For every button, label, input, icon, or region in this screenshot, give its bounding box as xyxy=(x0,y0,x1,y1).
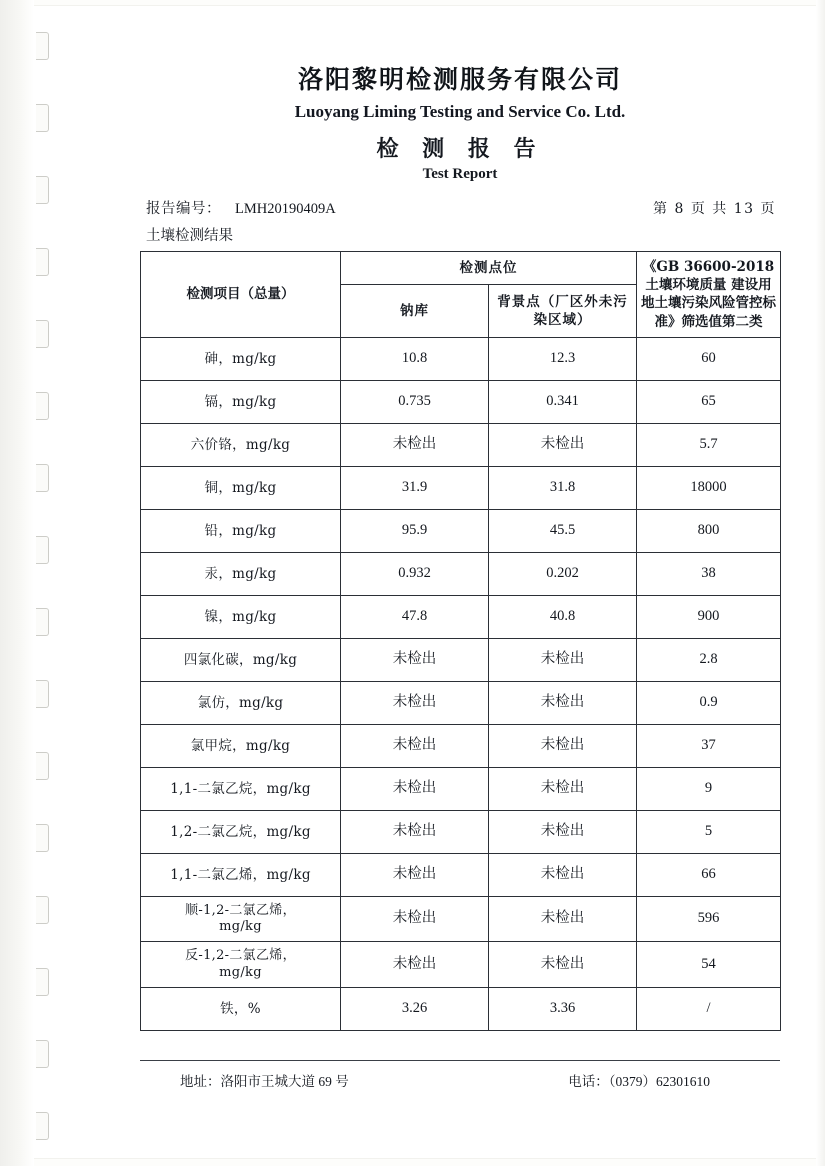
table-row xyxy=(141,853,781,896)
report-meta-row xyxy=(140,197,780,218)
phone-label: 电话： xyxy=(568,1074,609,1090)
cell-item: 铜，mg/kg xyxy=(141,466,341,509)
cell-item: 1,1-二氯乙烷，mg/kg xyxy=(141,767,341,810)
binding-hole xyxy=(36,1112,49,1140)
cell-point-2: 31.8 xyxy=(489,466,637,509)
binding-hole xyxy=(36,176,49,204)
cell-item: 铁，% xyxy=(141,987,341,1030)
cell-point-2: 未检出 xyxy=(489,724,637,767)
cell-standard: 18000 xyxy=(637,466,781,509)
binding-hole xyxy=(36,248,49,276)
cell-standard: 2.8 xyxy=(637,638,781,681)
cell-standard: 9 xyxy=(637,767,781,810)
table-row xyxy=(141,987,781,1030)
soil-results-table xyxy=(140,251,781,1031)
table-row xyxy=(141,337,781,380)
report-number-label: 报告编号： xyxy=(146,201,221,217)
table-row xyxy=(141,810,781,853)
binding-hole xyxy=(36,32,49,60)
cell-standard: 38 xyxy=(637,552,781,595)
cell-standard: 37 xyxy=(637,724,781,767)
cell-point-2: 未检出 xyxy=(489,853,637,896)
header-point-1: 钠库 xyxy=(341,285,489,338)
cell-point-1: 未检出 xyxy=(341,638,489,681)
cell-point-2: 未检出 xyxy=(489,896,637,942)
cell-standard: 596 xyxy=(637,896,781,942)
cell-point-1: 未检出 xyxy=(341,423,489,466)
cell-item: 镍，mg/kg xyxy=(141,595,341,638)
header-point-2: 背景点（厂区外未污染区域） xyxy=(489,285,637,338)
report-title-en: Test Report xyxy=(422,166,498,182)
table-row xyxy=(141,942,781,988)
table-row xyxy=(141,380,781,423)
cell-item: 六价铬，mg/kg xyxy=(141,423,341,466)
binding-hole xyxy=(36,896,49,924)
cell-item: 1,1-二氯乙烯，mg/kg xyxy=(141,853,341,896)
cell-point-1: 95.9 xyxy=(341,509,489,552)
cell-standard: 5.7 xyxy=(637,423,781,466)
cell-point-2: 未检出 xyxy=(489,638,637,681)
address-value: 洛阳市王城大道 69 号 xyxy=(220,1074,349,1089)
address-label: 地址： xyxy=(180,1074,221,1090)
company-name-en: Luoyang Liming Testing and Service Co. Ltd. xyxy=(294,102,626,121)
cell-point-1: 未检出 xyxy=(341,942,489,988)
cell-item: 汞，mg/kg xyxy=(141,552,341,595)
cell-point-2: 3.36 xyxy=(489,987,637,1030)
cell-point-2: 12.3 xyxy=(489,337,637,380)
header-standard: 《GB 36600-2018 土壤环境质量 建设用地土壤污染风险管控标准》筛选值第二类 xyxy=(637,252,781,338)
cell-point-1: 0.735 xyxy=(341,380,489,423)
table-body xyxy=(141,337,781,1030)
table-row xyxy=(141,767,781,810)
binding-hole xyxy=(36,824,49,852)
table-row xyxy=(141,638,781,681)
phone-value: （0379）62301610 xyxy=(608,1074,710,1089)
cell-point-1: 未检出 xyxy=(341,896,489,942)
binding-hole xyxy=(36,392,49,420)
report-number-value: LMH20190409A xyxy=(235,201,336,217)
binding-hole xyxy=(36,536,49,564)
binding-hole xyxy=(36,608,49,636)
report-number xyxy=(146,197,336,218)
binding-hole xyxy=(36,752,49,780)
cell-point-1: 未检出 xyxy=(341,853,489,896)
binding-hole xyxy=(36,1040,49,1068)
binding-hole xyxy=(36,464,49,492)
page-indicator: 第 8 页 共 13 页 xyxy=(653,201,776,217)
cell-point-2: 未检出 xyxy=(489,810,637,853)
cell-point-2: 40.8 xyxy=(489,595,637,638)
cell-point-1: 未检出 xyxy=(341,681,489,724)
cell-point-2: 0.341 xyxy=(489,380,637,423)
report-title-cn: 检 测 报 告 xyxy=(376,136,544,162)
cell-standard: 800 xyxy=(637,509,781,552)
binding-hole xyxy=(36,320,49,348)
cell-standard: 66 xyxy=(637,853,781,896)
header-item: 检测项目（总量） xyxy=(141,252,341,338)
cell-standard: / xyxy=(637,987,781,1030)
cell-point-1: 未检出 xyxy=(341,724,489,767)
section-title: 土壤检测结果 xyxy=(146,228,233,244)
table-row xyxy=(141,595,781,638)
cell-point-1: 31.9 xyxy=(341,466,489,509)
cell-item: 1,2-二氯乙烷，mg/kg xyxy=(141,810,341,853)
company-name-cn: 洛阳黎明检测服务有限公司 xyxy=(297,65,622,94)
cell-standard: 0.9 xyxy=(637,681,781,724)
table-row xyxy=(141,896,781,942)
cell-item: 氯仿，mg/kg xyxy=(141,681,341,724)
table-header-row-1 xyxy=(141,252,781,285)
binding-hole xyxy=(36,680,49,708)
cell-item: 反-1,2-二氯乙烯， mg/kg xyxy=(141,942,341,988)
cell-item: 镉，mg/kg xyxy=(141,380,341,423)
cell-point-2: 未检出 xyxy=(489,423,637,466)
table-row xyxy=(141,724,781,767)
table-row xyxy=(141,552,781,595)
table-row xyxy=(141,681,781,724)
cell-point-2: 未检出 xyxy=(489,767,637,810)
page-footer xyxy=(140,1060,780,1090)
cell-item: 铅，mg/kg xyxy=(141,509,341,552)
binding-hole xyxy=(36,968,49,996)
table-row xyxy=(141,423,781,466)
cell-point-1: 0.932 xyxy=(341,552,489,595)
cell-point-2: 未检出 xyxy=(489,942,637,988)
cell-standard: 60 xyxy=(637,337,781,380)
table-row xyxy=(141,466,781,509)
cell-point-1: 47.8 xyxy=(341,595,489,638)
cell-standard: 5 xyxy=(637,810,781,853)
cell-item: 砷，mg/kg xyxy=(141,337,341,380)
cell-item: 氯甲烷，mg/kg xyxy=(141,724,341,767)
cell-standard: 65 xyxy=(637,380,781,423)
scan-right-edge xyxy=(816,0,825,1166)
cell-point-1: 未检出 xyxy=(341,767,489,810)
cell-point-1: 未检出 xyxy=(341,810,489,853)
footer-phone xyxy=(568,1070,710,1090)
cell-point-1: 10.8 xyxy=(341,337,489,380)
cell-item: 顺-1,2-二氯乙烯， mg/kg xyxy=(141,896,341,942)
cell-item: 四氯化碳，mg/kg xyxy=(141,638,341,681)
header-points-group: 检测点位 xyxy=(341,252,637,285)
scan-left-edge xyxy=(0,0,34,1166)
cell-point-2: 未检出 xyxy=(489,681,637,724)
footer-address xyxy=(180,1070,349,1090)
cell-standard: 900 xyxy=(637,595,781,638)
document-body xyxy=(140,60,780,1031)
cell-point-1: 3.26 xyxy=(341,987,489,1030)
table-row xyxy=(141,509,781,552)
cell-point-2: 45.5 xyxy=(489,509,637,552)
binding-hole xyxy=(36,104,49,132)
cell-standard: 54 xyxy=(637,942,781,988)
cell-point-2: 0.202 xyxy=(489,552,637,595)
